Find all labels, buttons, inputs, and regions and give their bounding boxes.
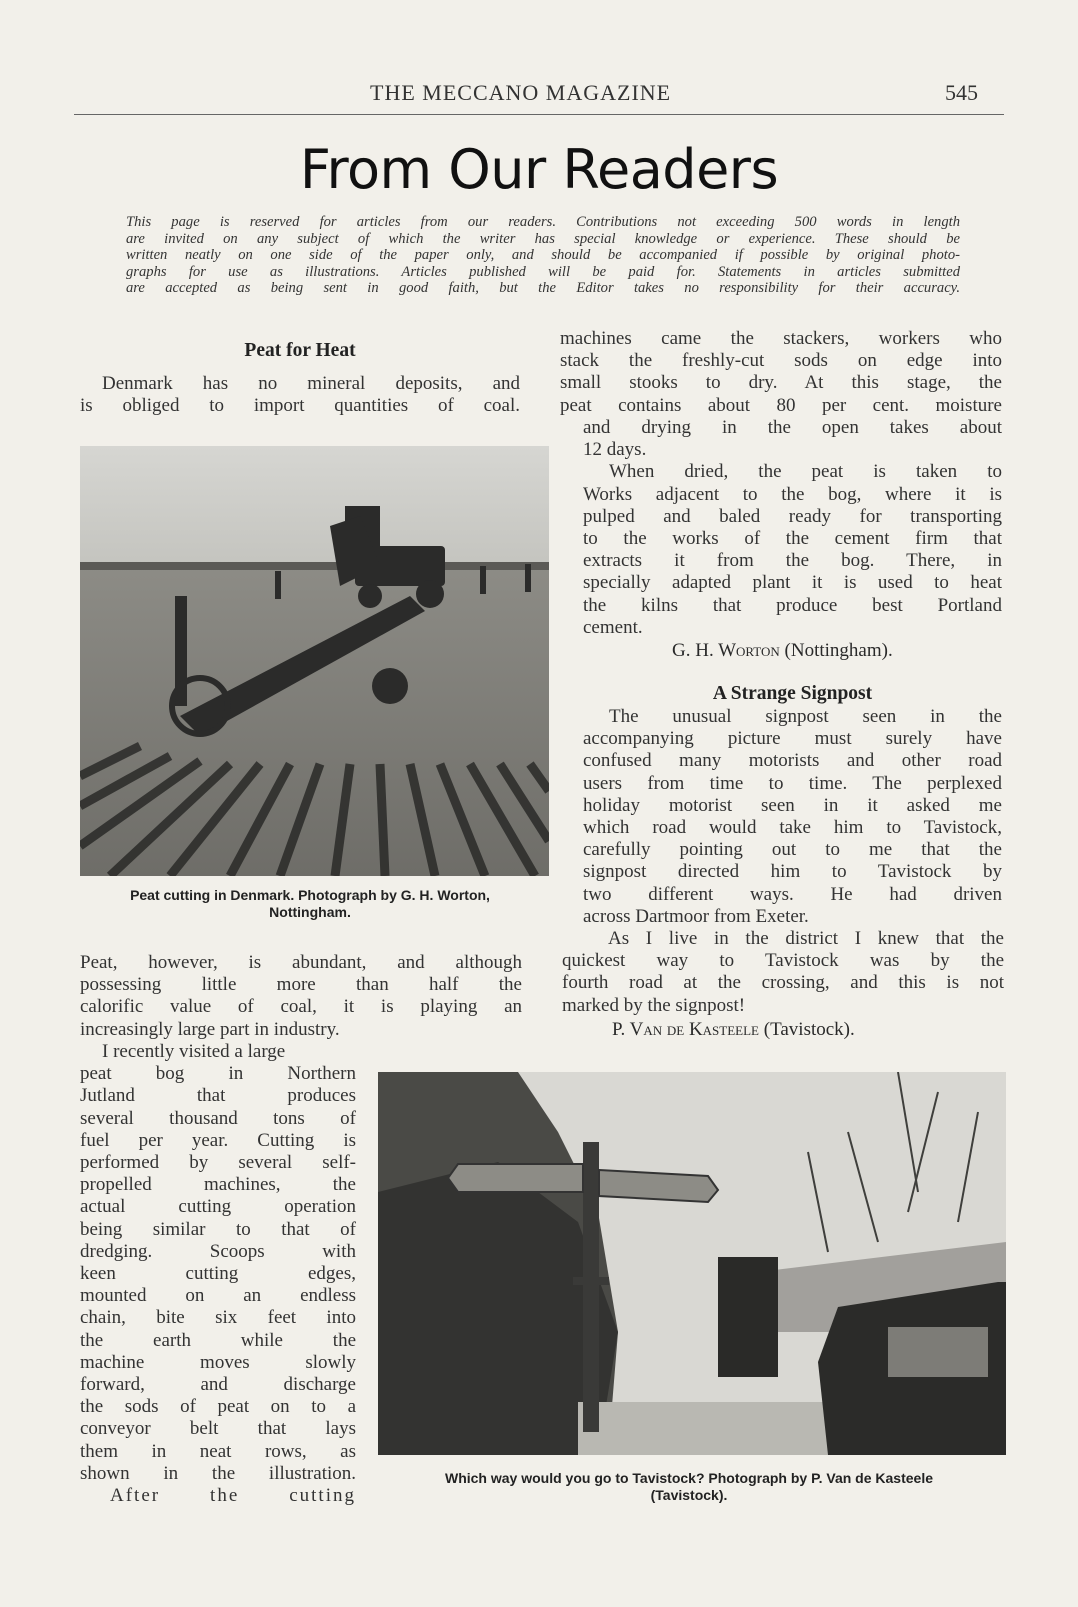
text-line: pulped and baled ready for transporting <box>583 505 1002 527</box>
text-line: After the cutting <box>110 1485 356 1507</box>
text-line: machine moves slowly <box>80 1351 356 1373</box>
signature-van-de-kasteele <box>612 1019 855 1041</box>
article-peat-para2 <box>80 952 522 1041</box>
running-head: THE MECCANO MAGAZINE <box>370 80 672 105</box>
text-line: two different ways. He had driven <box>583 883 1002 905</box>
peat-cutting-image <box>80 446 549 876</box>
text-line: to the works of the cement firm that <box>583 528 1002 550</box>
signpost-photo <box>378 1072 1006 1455</box>
text-line: actual cutting operation <box>80 1196 356 1218</box>
text-line: extracts it from the bog. There, in <box>583 550 1002 572</box>
text-line: shown in the illustration. <box>80 1462 356 1484</box>
text-line: The unusual signpost seen in the <box>609 706 1002 727</box>
text-line: peat contains about 80 per cent. moisture <box>560 394 1002 416</box>
text-line: the earth while the <box>80 1329 356 1351</box>
text-line: cement. <box>583 616 643 638</box>
article-heading-peat: Peat for Heat <box>244 340 356 361</box>
article-peat-lead <box>80 373 520 417</box>
text-line: carefully pointing out to me that the <box>583 839 1002 861</box>
intro-line: This page is reserved for articles from our readers. Contributions not exceeding 500 words in length <box>126 214 960 230</box>
text-line: When dried, the peat is taken to <box>609 461 1002 483</box>
text-line: keen cutting edges, <box>80 1263 356 1285</box>
text-line: machines came the stackers, workers who <box>560 328 1002 349</box>
text-line: fourth road at the crossing, and this is not <box>562 972 1004 994</box>
page-title: From Our Readers <box>299 138 779 201</box>
text-line: Peat, however, is abundant, and although <box>80 952 522 973</box>
text-line: conveyor belt that lays <box>80 1418 356 1440</box>
peat-cutting-photo <box>80 446 549 876</box>
peat-photo-caption <box>80 887 540 921</box>
intro-line: written neatly on one side of the paper only, and should be accompanied if possible by original photo- <box>126 247 960 264</box>
text-line: which road would take him to Tavistock, <box>583 817 1002 839</box>
signpost-photo-caption <box>372 1470 1006 1504</box>
caption-line: Which way would you go to Tavistock? Photograph by P. Van de Kasteele <box>444 1470 933 1486</box>
text-line: the kilns that produce best Portland <box>583 594 1002 616</box>
text-line: is obliged to import quantities of coal. <box>80 395 520 417</box>
text-line: Denmark has no mineral deposits, and <box>102 373 520 394</box>
intro-line: graphs for use as illustrations. Articles published will be paid for. Statements in articles submitted <box>126 263 960 280</box>
text-line: the sods of peat on to a <box>80 1396 356 1418</box>
article-peat-para3 <box>80 1041 356 1507</box>
intro-note <box>126 214 960 297</box>
text-line: several thousand tons of <box>80 1107 356 1129</box>
text-line: propelled machines, the <box>80 1174 356 1196</box>
signature-worton <box>672 640 893 662</box>
text-line: them in neat rows, as <box>80 1440 356 1462</box>
text-line: As I live in the district I knew that the <box>608 928 1004 949</box>
signature-name: P. Van de Kasteele <box>612 1019 759 1040</box>
text-line: across Dartmoor from Exeter. <box>583 905 809 927</box>
text-line: I recently visited a large <box>102 1041 286 1062</box>
text-line: chain, bite six feet into <box>80 1307 356 1329</box>
text-line: forward, and discharge <box>80 1374 356 1396</box>
intro-line: are accepted as being sent in good faith, but the Editor takes no responsibility for their accuracy. <box>126 280 960 297</box>
text-line: signpost directed him to Tavistock by <box>583 861 1002 883</box>
article-signpost-body2 <box>562 928 1004 1017</box>
text-line: possessing little more than half the <box>80 974 522 996</box>
text-line: Works adjacent to the bog, where it is <box>583 483 1002 505</box>
article-heading-signpost: A Strange Signpost <box>712 683 873 704</box>
article-signpost-body <box>583 706 1002 928</box>
signature-name: G. H. Worton <box>672 640 780 661</box>
intro-line: are invited on any subject of which the writer has special knowledge or experience. These should be <box>126 230 960 247</box>
text-line: peat bog in Northern <box>80 1063 356 1085</box>
text-line: increasingly large part in industry. <box>80 1018 340 1040</box>
caption-line: Peat cutting in Denmark. Photograph by G. H. Worton, <box>130 887 490 903</box>
text-line: stack the freshly-cut sods on edge into <box>560 350 1002 372</box>
text-line: holiday motorist seen in it asked me <box>583 794 1002 816</box>
text-line: mounted on an endless <box>80 1285 356 1307</box>
text-line: 12 days. <box>583 439 647 461</box>
article-peat-col2 <box>560 328 1002 417</box>
caption-line: Nottingham. <box>269 904 351 920</box>
text-line: fuel per year. Cutting is <box>80 1129 356 1151</box>
text-line: dredging. Scoops with <box>80 1240 356 1262</box>
signature-place: (Nottingham). <box>784 640 893 661</box>
header-rule <box>74 114 1004 115</box>
text-line: marked by the signpost! <box>562 994 746 1016</box>
text-line: confused many motorists and other road <box>583 750 1002 772</box>
article-peat-col2b <box>583 417 1002 639</box>
text-line: Jutland that produces <box>80 1085 356 1107</box>
text-line: being similar to that of <box>80 1218 356 1240</box>
signpost-image <box>378 1072 1006 1455</box>
caption-line: (Tavistock). <box>650 1487 728 1503</box>
text-line: small stooks to dry. At this stage, the <box>560 372 1002 394</box>
text-line: calorific value of coal, it is playing an <box>80 996 522 1018</box>
text-line: users from time to time. The perplexed <box>583 772 1002 794</box>
signature-place: (Tavistock). <box>763 1019 855 1040</box>
text-line: quickest way to Tavistock was by the <box>562 950 1004 972</box>
page-number: 545 <box>945 80 978 105</box>
text-line: and drying in the open takes about <box>583 417 1002 438</box>
text-line: specially adapted plant it is used to heat <box>583 572 1002 594</box>
text-line: accompanying picture must surely have <box>583 728 1002 750</box>
text-line: performed by several self- <box>80 1152 356 1174</box>
